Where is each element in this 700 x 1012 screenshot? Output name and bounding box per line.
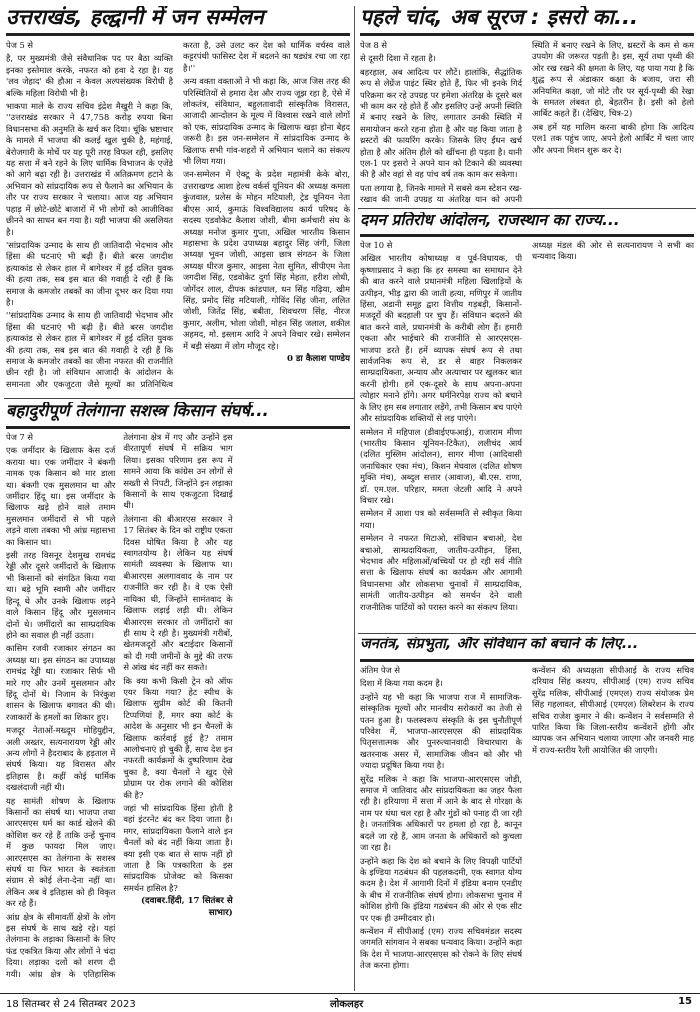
paragraph: कासिम रजवी रजाकार संगठन का अध्यक्ष था। इस संगठन का उपाध्यक्ष रामचंद्र रेड्डी था। रजाकार सिर्फ भी मारे गए और उनमें मुसलमान और हिंदू दोनों थे। निजाम के निरंकुश शासन के खिलाफ बगावत की थी। रजाकारों के हमलों का शिकार हुए। — [6, 643, 116, 722]
section-divider — [358, 208, 696, 209]
article-uttarakhand — [6, 6, 350, 394]
headline-rule — [6, 33, 350, 36]
paragraph: अंतिम पेज से — [360, 665, 400, 675]
article-rajasthan — [360, 212, 694, 630]
paragraph: पता लगाया है, जिनके मामले में सबसे कम स्टेशन रख-रखाव की जानी उपग्रह या अंतरिक्ष यान को अपनी स्थिति में बनाए रखने के लिए, थ्रस्टरों के कम से कम उपयोग की जरूरत पड़ती है। इस, सूर्य तथा पृथ्वी की ओर रख रखने की क्षमता के लिए, यह पाया गया है कि शुद्ध रूप से अंडाकार कक्षा के बजाय, जरा सी अनियमित कक्षा, जो मोटे तौर पर सूर्य-पृथ्वी की रेखा के समतल लंबवत हो, बेहतरीन है। इसी को हेलो आर्बिट कहते हैं। (देखिए, चित्र-2) — [360, 40, 694, 205]
paragraph: पेज 10 से — [360, 240, 393, 250]
article-telangana-headline: बहादुरीपूर्ण तेलंगाना सशस्त्र किसान संघर्ष... — [6, 402, 269, 420]
footer-page-number: 15 — [678, 996, 692, 1007]
paragraph: बहरहाल, अब आदित्य पर लौटें। हालांकि, सैद्धांतिक रूप से लेग्रेंज पाइंट स्थिर होते हैं, फिर भी इनके गिर्द परिक्रमा कर रहे उपग्रह पर हमेशा अंतरिक्ष के दूसरे बल भी काम कर रहे होते हैं और इसलिए उन्हें अपनी स्थिति में बनाए रखने के लिए, लगातार उनकी स्थिति में समायोजन करते रहना होता है और यह किया जाता है थ्रस्टरों की फायरिंग करके। जिसके लिए ईंधन खर्च होता है और अंतिम हीले को खींचना ही पड़ता है। यानी एल-1 पर इसरो ने अपने यान को टिकाने की व्यवस्था की है और वहां से वह पांच वर्ष तक काम कर सकेगा। — [360, 66, 522, 180]
column-divider — [354, 6, 355, 991]
paragraph: तेलंगाना की बीआरएस सरकार ने 17 सितंबर के दिन को राष्ट्रीय एकता दिवस घोषित किया है और यह स्वागतयोग्य है। लेकिन यह संघर्ष सामंती व्यवस्था के खिलाफ था। बीआरएस अलगाववाद के नाम पर राजनीति कर रही है। वे एक ऐसी नायिका थी, जिन्होंने सामंतवाद के खिलाफ लड़ाई लड़ी थी। लेकिन बीआरएस सरकार तो जमींदारों का ही साथ दे रही है। मुख्यमंत्री गरीबों, खेतमजदूरों और बटाईदार किसानों को दी गयी जमीनों के मुद्दे की तरफ से आंख बंद नहीं कर सकते। — [123, 513, 233, 673]
section-divider — [4, 398, 354, 399]
headline-rule — [360, 33, 694, 36]
article-rajasthan-body — [360, 240, 694, 630]
footer-publication: लोकलहर — [330, 999, 364, 1010]
paragraph: 'सांप्रदायिक उन्माद के साथ ही जातिवादी भेदभाव और हिंसा की घटनाएं भी बढ़ी हैं। बीते बरस जगदीश हत्याकांड से लेकर हाल में बागेश्वर में हुई दलित युवक की हत्या तक, सब इस बात की गवाही दे रही हैं कि समाज के कमजोर तबकों का जीना दूभर कर दिया गया है। — [6, 239, 173, 307]
paragraph: सम्मेलन में आशा पत्र को सर्वसम्मति से स्वीकृत किया गया। — [360, 508, 522, 530]
source-credit: (दवाबर.हिंदी, 17 सितंबर से साभार) — [140, 896, 233, 918]
paragraph: कि क्या कभी किसी ट्रेन को ऑफ एयर किया गया? हेट स्पीच के खिलाफ सुप्रीम कोर्ट की कितनी टिप्पणियां हैं, मगर क्या कोर्ट के आदेश के अनुसार भी इन चैनलों के खिलाफ कार्रवाई हुई है? तमाम आलोचनाएं हो चुकी हैं, साथ देश इन नफरती कार्यक्रमों के दुष्परिणाम देख चुका है, क्या चैनलों ने खुद ऐसे प्रोग्राम पर रोक लगाने की कोशिश की है? — [123, 675, 233, 800]
paragraph: इसी तरह विसनूर देशमुख रामचंद्र रेड्डी और दूसरे जमींदारों के खिलाफ भी किसानों को संगठित किया गया था। बड़े भूमि स्वामी और जमींदार हिन्दू थे और उनके खिलाफ लड़ने वाले किसान हिंदू और मुसलमान दोनों थे। जमींदारों का साम्प्रदायिक होने का सवाल ही नहीं उठता। — [6, 550, 116, 640]
paragraph: कन्वेंशन में सीपीआई (एम) राज्य सचिवमंडल सदस्य जगमति सांगवान ने सबका धन्यवाद किया। उन्होंने कहा कि देश में भाजपा-आरएसएस को रोकने के लिए संघर्ष तेज करना होगा। — [360, 925, 522, 971]
paragraph: पेज 7 से — [6, 432, 34, 442]
article-isro — [360, 6, 694, 206]
paragraph: अध्यक्ष मंडल की ओर से सत्यनारायण ने सभी का धन्यवाद किया। — [532, 240, 694, 262]
paragraph: भाकपा माले के राज्य सचिव इंद्रेश मैखुरी ने कहा कि, ''उत्तराखंड सरकार ने 47,758 करोड़ रुपया बिना विधानसभा की अनुमति के खर्च कर दिया। चूंकि भ्रष्टाचार के मामले में भाजपा की कलई खुल चुकी है, महंगाई, बेरोजगारी के मोर्चे पर यह पूरी तरह विफल रही, इसलिए यह सत्ता में बने रहने के लिए धार्मिक विभाजन के एजेंडे को आगे बढ़ा रही है। उत्तराखंड में अतिक्रमण हटाने के अभियान को सांप्रदायिक रूप से फैलाने का अभियान के तौर पर राज्य सरकार ने चलाया। आज यह अभियान पहाड़ में छोटे-छोटे बाजारों में भी लोगों को आजीविका छीनने का साधन बन गया है। यही भाजपा की असलियत है। — [6, 101, 173, 237]
paragraph: पेज 5 से — [6, 40, 34, 50]
paragraph: जहां भी सांप्रदायिक हिंसा होती है वहां इंटरनेट बंद कर दिया जाता है। मगर, सांप्रदायिकता फैलाने वाले इन चैनलों को बंद नहीं किया जाता है। क्या इसी एक बात से साफ नहीं हो जाता है कि पत्रकारिता के इस सांप्रदायिक प्रोजेक्ट को किसका समर्थन हासिल है? — [123, 803, 233, 893]
paragraph: सम्मेलन ने नफरत मिटाओ, संविधान बचाओ, देश बचाओ, साम्प्रदायिकता, जातीय-उत्पीड़न, हिंसा, भेदभाव और महिलाओं/बच्चियों पर हो रही सर्व नीति सत्ता के खिलाफ संघर्ष का कार्यक्रम और आगामी विधानसभा और लोकसभा चुनावों में साम्प्रदायिक, सामंती जातीय-उत्पीड़न को समर्थन देने वाली राजनीतिक पार्टियों को परास्त करने का संकल्प लिया। — [360, 533, 522, 612]
paragraph: आंध्र क्षेत्र के सीमावर्ती क्षेत्रों के लोग इस संघर्ष के साथ खड़े रहे। यहां तेलंगाना के लड़ाका किसानों के लिए फंड एकत्रित किया और लोगों ने चंदा दिया। लड़ाका दलों को शरण दी गयी। आंध्र क्षेत्र के एतिहासिक तेलंगाना क्षेत्र में गए और उन्होंने इस वीरतापूर्ण संघर्ष में सक्रिय भाग लिया। इसका परिणाम इस रूप में सामने आया कि कांग्रेस उन लोगों से सख्ती से निपटी, जिन्होंने इन लड़ाका किसानों के साथ एकजुटता दिखाई थी। — [6, 432, 233, 979]
article-democracy-body — [360, 665, 694, 990]
paragraph: कन्वेंशन की अध्यक्षता सीपीआई के राज्य सचिव दरियाव सिंह कश्यप, सीपीआई (एम) राज्य सचिव सुरेंद्र मलिक, सीपीआई (एमएल) राज्य संयोजक प्रेम सिंह गहलावत, सीपीआई (एमएल) लिबरेशन के राज्य सचिव राजेश कुमार ने की। कन्वेंशन ने सर्वसम्मति से पारित किया कि जिला-स्तरीय कन्वेंशनें होंगी और व्यापक जन अभियान चलाया जाएगा और जनवरी माह में राज्य-स्तरीय रैली आयोजित की जाएगी। — [532, 665, 694, 755]
paragraph: दिशा में किया गया कदम है। — [360, 678, 443, 689]
paragraph: पेज 8 से — [360, 40, 388, 50]
headline-rule — [6, 426, 350, 429]
paragraph: सुरेंद्र मलिक ने कहा कि भाजपा-आरएसएस जोड़ी, समाज में जातिवाद और सांप्रदायिकता का जहर फैला रही है। हरियाणा में सत्ता में आने के बाद से गोरक्षा के नाम पर धंधा चल रहा है और गुंडों को पनाह दी जा रही है। जनतांत्रिक अधिकारों पर हमला हो रहा है, कानून बदले जा रहे हैं, आम जनता के अधिकारों को कुचला जा रहा है। — [360, 773, 522, 853]
paragraph: एक जमींदार के खिलाफ केस दर्ज कराया था। एक जमींदार ने बंकगी नामक एक किसान को मार डाला था। बंकगी एक मुसलमान था और जमींदार हिंदू था। इस जमींदार के खिलाफ खड़े होने वाले तमाम मुसलमान जमींदारों से भी पहले लड़ने वाला तबका भी आंध्र महासभा का किसान था। — [6, 445, 116, 547]
paragraph: ''सांप्रदायिक उन्माद के साथ ही जातिवादी भेदभाव और हिंसा की घटनाएं भी बढ़ी हैं। बीते बरस जगदीश हत्याकांड से लेकर हाल में बागेश्वर में हुई दलित युवक की हत्या तक, सब इस बात की गवाही दे रही हैं कि समाज के कमजोर तबकों का जीना नफरत की राजनीति छीन रही है। जो संविधान आजादी के आंदोलन के समानता और एकजुटता जैसे मूल्यों का प्रतिनिधित्व करता है, उसे उलट कर देश को धार्मिक वर्चस्व वाले कट्टरपंथी फासिस्ट देश में बदलने का षड्यंत्र रचा जा रहा है।'' — [6, 40, 350, 389]
article-uttarakhand-body — [6, 40, 350, 394]
paragraph: अब हमें यह मालिम करना बाकी होगा कि आदित्य एल1 तक पहुंच जाए, अपने हेलो आर्बिट में चला जाए और अपना मिशन शुरू कर दे। — [532, 121, 694, 155]
paragraph: जन-सम्मेलन में ऐक्टू के प्रदेश महामंत्री केके बोरा, उत्तराखण्ड आशा हेल्थ वर्कर्स यूनियन की अध्यक्ष कमला कुंजवाल, प्रलेस के मोहन मटियाली, ट्रेड यूनियन नेता बीएस आर्य, कुमाऊं विश्वविद्यालय कार्य परिषद के सदस्य एडवोकेट कैलाश जोशी, बीमा कर्मचारी संघ के अध्यक्ष मनोज कुमार गुप्ता, अखिल भारतीय किसान महासभा के प्रदेश उपाध्यक्ष बहादुर सिंह जंगी, जिला अध्यक्ष भुवन जोशी, आइसा छात्र संगठन के जिला अध्यक्ष धीरज कुमार, आइसा नेता सुमित, सीपीएम नेता जगदीश सिंह, एडवोकेट दुर्गा सिंह मेहता, हरीश लोधी, जोगेंदर लाल, दीपक कांडपाल, धन सिंह गढ़िया, खीम सिंह, प्रमोद सिंह मटियाली, गोविंद सिंह जीना, ललित जोशी, जितेंद्र सिंह, बबीता, शिवचरण सिंह, नीरज कुमार, अलीम, भोला जोशी, मोहन सिंह जलाल, शकील अहमद, मो. इस्लाम आदि ने अपने विचार रखे। सम्मेलन में बड़ी संख्या में लोग मौजूद रहे। — [183, 169, 350, 351]
article-democracy-headline: जनतंत्र, संप्रभुता, और संविधान को बचाने के लिए... — [360, 637, 639, 652]
paragraph: से दूसरी दिशा में रहता है। — [360, 53, 436, 64]
paragraph: मजदूर नेताओं-मख्दूम मोहियुद्दीन, अली अख्तर, सत्यनारायण रेड्डी और अन्य लोगों ने हैदराबाद के हड़ताल में संघर्ष किया। यह विरासत और इतिहास है। कहीं कोई धार्मिक दखलंदाजी नहीं थी। — [6, 725, 116, 793]
footer-date: 18 सितम्बर से 24 सितम्बर 2023 — [6, 999, 136, 1010]
article-uttarakhand-headline: उत्तराखंड, हल्द्वानी में जन सम्मेलन — [6, 6, 264, 29]
paragraph: अन्य वक्ता वक्ताओं ने भी कहा कि, आज जिस तरह की परिस्थितियों से हमारा देश और राज्य जूझ रहा है, ऐसे में लोकतंत्र, संविधान, बहुलतावादी सांस्कृतिक विरासत, आजादी आन्दोलन के मूल्य में विश्वास रखने वाले लोगों को एक, सांप्रदायिक उन्माद के खिलाफ खड़ा होना बेहद जरूरी है। इस जन-सम्मेलन में सांप्रदायिक उन्माद के खिलाफ सभी गांव-शहरों में अभियान चलाने का संकल्प भी लिया गया। — [183, 76, 350, 167]
paragraph: अखिल भारतीय कोषाध्यक्ष व पूर्व-विधायक, पी कृष्णाप्रसाद ने कहा कि हर समस्या का समाधान देने की बात करने वाले प्रधानमंत्री महिला खिलाड़ियों के उत्पीड़न, भीड़ द्वारा की जाती हत्या, मणिपुर में जातीय हिंसा, अडानी समूह द्वारा वित्तीय गड़बड़ी, किसानों-मजदूरों की बदहाली पर चुप हैं। संविधान बदलने की बात करने वाले, प्रधानमंत्री के करीबी लोग हैं। हमारी एकता और भाईचारे की राजनीति से आरएसएस-भाजपा डरते हैं। हमें व्यापक संघर्ष रूप से तथा सार्वजनिक रूप से, डर से बाहर निकलकर साम्प्रदायिकता, अन्याय और अत्याचार पर खुलकर बात करनी होगी। हमें एक-दूसरे के साथ अपना-अपना त्योहार मनाने होंगे। अगर धर्मनिरपेक्ष राज्य को बचाने के लिए हम सब लगातार लड़ेंगे, तभी किसान बच पाएंगे और सांप्रदायिक शक्तियों से लड़ पाएंगे। — [360, 253, 522, 424]
paragraph: उन्होंने कहा कि देश को बचाने के लिए विपक्षी पार्टियों के इण्डिया गठबंधन की पहलकदमी, एक स्वागत योग्य कदम है। देश में आगामी दिनों में इंडिया बनाम एनडीए के बीच में राजनीतिक संघर्ष होगा। लोकसभा चुनाव में कोशिश होगी कि इंडिया गठबंधन की ओर से एक सीट पर एक ही उम्मीदवार हो। — [360, 855, 522, 923]
article-rajasthan-headline: दमन प्रतिरोध आंदोलन, राजस्थान का राज्य... — [360, 212, 620, 229]
paragraph: यह सामंती शोषण के खिलाफ किसानों का संघर्ष था। भाजपा तथा आरएसएस धर्म का कार्ड खेलने की कोशिश कर रहे हैं ताकि उन्हें चुनाव में कुछ फायदा मिल जाए। आरएसएस का तेलंगाना के सशस्त्र संघर्ष या फिर भारत के स्वतंत्रता संग्राम से कोई लेना-देना नहीं था। लेकिन अब वे इतिहास को ही विकृत कर रहे हैं। — [6, 795, 116, 909]
article-telangana-body — [6, 432, 350, 990]
page-footer — [0, 994, 700, 1012]
headline-rule — [360, 659, 694, 662]
section-divider — [358, 633, 696, 634]
paragraph: उन्होंने यह भी कहा कि भाजपा राज में सामाजिक-सांस्कृतिक मूल्यों और मानवीय सरोकारों का तेजी से पतन हुआ है। फलस्वरूप संस्कृति के इस चुनौतीपूर्ण परिवेश में, भाजपा-आरएसएस की सांप्रदायिक पितृसत्तात्मक और पुनरुत्थानवादी विचारधारा के खतरनाक असर में, सामाजिक जीवन को और भी ज्यादा प्रदूषित किया गया है। — [360, 691, 522, 771]
article-democracy — [360, 637, 694, 990]
byline: 0 डा कैलाश पाण्डेय — [286, 353, 350, 364]
article-isro-body — [360, 40, 694, 206]
article-telangana — [6, 402, 350, 990]
article-isro-headline: पहले चांद, अब सूरज : इसरो का... — [360, 6, 638, 29]
paragraph: है, पर मुख्यमंत्री जैसे संवैधानिक पद पर बैठा व्यक्ति इनका इस्तेमाल करके, नफरत को हवा दे रहा है। यह 'लव जेहाद' की हौआ न केवल अल्पसंख्यक विरोधी है बल्कि महिला विरोधी भी है। — [6, 53, 173, 98]
headline-rule — [360, 234, 694, 237]
paragraph: सम्मेलन में महिपाल (डीवाईएफआई), राजाराम मीणा (भारतीय किसान यूनियन-टिकैत), ललीचंद आर्य (दलित मुस्लिम आंदोलन), सागर मीणा (आदिवासी जनाधिकार एका मंच), किशन मेघवाल (दलित शोषण मुक्ति मंच), अब्दुल सत्तार (आवाज), बी.एस. राणा, डॉ. एम.एल. परिहार, ममता जेटली आदि ने अपने विचार रखे। — [360, 426, 522, 505]
